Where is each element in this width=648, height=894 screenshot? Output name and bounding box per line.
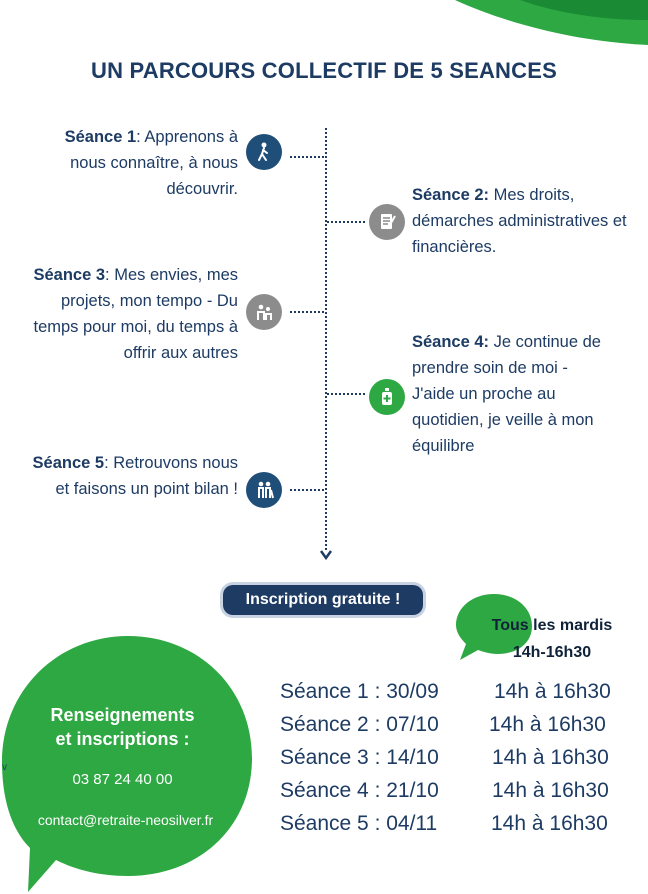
- connector-seance-1: [290, 156, 324, 158]
- seance-4-description: Je continue de prendre soin de moi - J'aide un proche au quotidien, je veille à mon équilibre: [412, 333, 601, 455]
- schedule-row-2-session: Séance 2 : 07/10: [280, 713, 439, 736]
- contact-title-line-1: Renseignements: [50, 705, 195, 725]
- people-icon: [246, 294, 282, 330]
- seance-5-description: Retrouvons nous et faisons un point bilan !: [55, 454, 238, 498]
- seance-5-text: [32, 450, 238, 502]
- seance-2-text: [412, 182, 638, 260]
- seance-3-text: [32, 262, 238, 366]
- seance-1-label: Séance 1: [64, 128, 137, 146]
- connector-seance-3: [290, 311, 324, 313]
- schedule-row-5-session: Séance 5 : 04/11: [280, 812, 438, 835]
- seance-3-sep: :: [105, 266, 115, 284]
- weekly-day: Tous les mardis: [491, 617, 613, 634]
- seance-1-text: [40, 124, 238, 202]
- seance-1-sep: :: [136, 128, 145, 146]
- connector-seance-5: [290, 489, 324, 491]
- medicine-icon: [369, 379, 405, 415]
- seance-3-label: Séance 3: [33, 266, 106, 284]
- edge-mark: v: [2, 762, 7, 773]
- seance-5-sep: :: [104, 454, 114, 472]
- walking-person-icon: [246, 134, 282, 170]
- inscription-badge: Inscription gratuite !: [223, 585, 423, 615]
- page-title: UN PARCOURS COLLECTIF DE 5 SEANCES: [91, 58, 557, 83]
- seance-1-description: Apprenons à nous connaître, à nous découvrir.: [70, 128, 238, 198]
- connector-seance-4: [327, 393, 365, 395]
- weekly-hours: 14h-16h30: [512, 644, 592, 661]
- seance-3-description: Mes envies, mes projets, mon tempo - Du temps pour moi, du temps à offrir aux autres: [33, 266, 238, 362]
- chevron-down-icon: [318, 548, 334, 562]
- contact-speech-bubble: [0, 634, 255, 894]
- seance-2-label: Séance 2:: [412, 186, 490, 204]
- schedule-row-1-time: 14h à 16h30: [494, 680, 611, 703]
- contact-title: [20, 703, 225, 751]
- schedule-row-2-time: 14h à 16h30: [489, 713, 606, 736]
- decorative-green-swoosh: [0, 0, 648, 60]
- seance-4-text: [412, 329, 610, 459]
- document-icon: [369, 204, 405, 240]
- connector-seance-2: [327, 221, 365, 223]
- schedule-row-3-session: Séance 3 : 14/10: [280, 746, 439, 769]
- elderly-couple-icon: [246, 472, 282, 508]
- contact-title-line-2: et inscriptions :: [55, 729, 190, 749]
- weekly-schedule-text: [472, 612, 632, 666]
- seance-4-label: Séance 4:: [412, 333, 490, 351]
- schedule-row-3-time: 14h à 16h30: [492, 746, 609, 769]
- schedule-row-5-time: 14h à 16h30: [491, 812, 608, 835]
- schedule-row-4-session: Séance 4 : 21/10: [280, 779, 439, 802]
- contact-phone[interactable]: 03 87 24 40 00: [72, 771, 173, 788]
- timeline-line: [325, 128, 327, 550]
- schedule-row-4-time: 14h à 16h30: [492, 779, 609, 802]
- seance-5-label: Séance 5: [32, 454, 105, 472]
- schedule-row-1-session: Séance 1 : 30/09: [280, 680, 439, 703]
- contact-email[interactable]: contact@retraite-neosilver.fr: [37, 812, 214, 828]
- seance-2-description: Mes droits, démarches administratives et financières.: [412, 186, 627, 256]
